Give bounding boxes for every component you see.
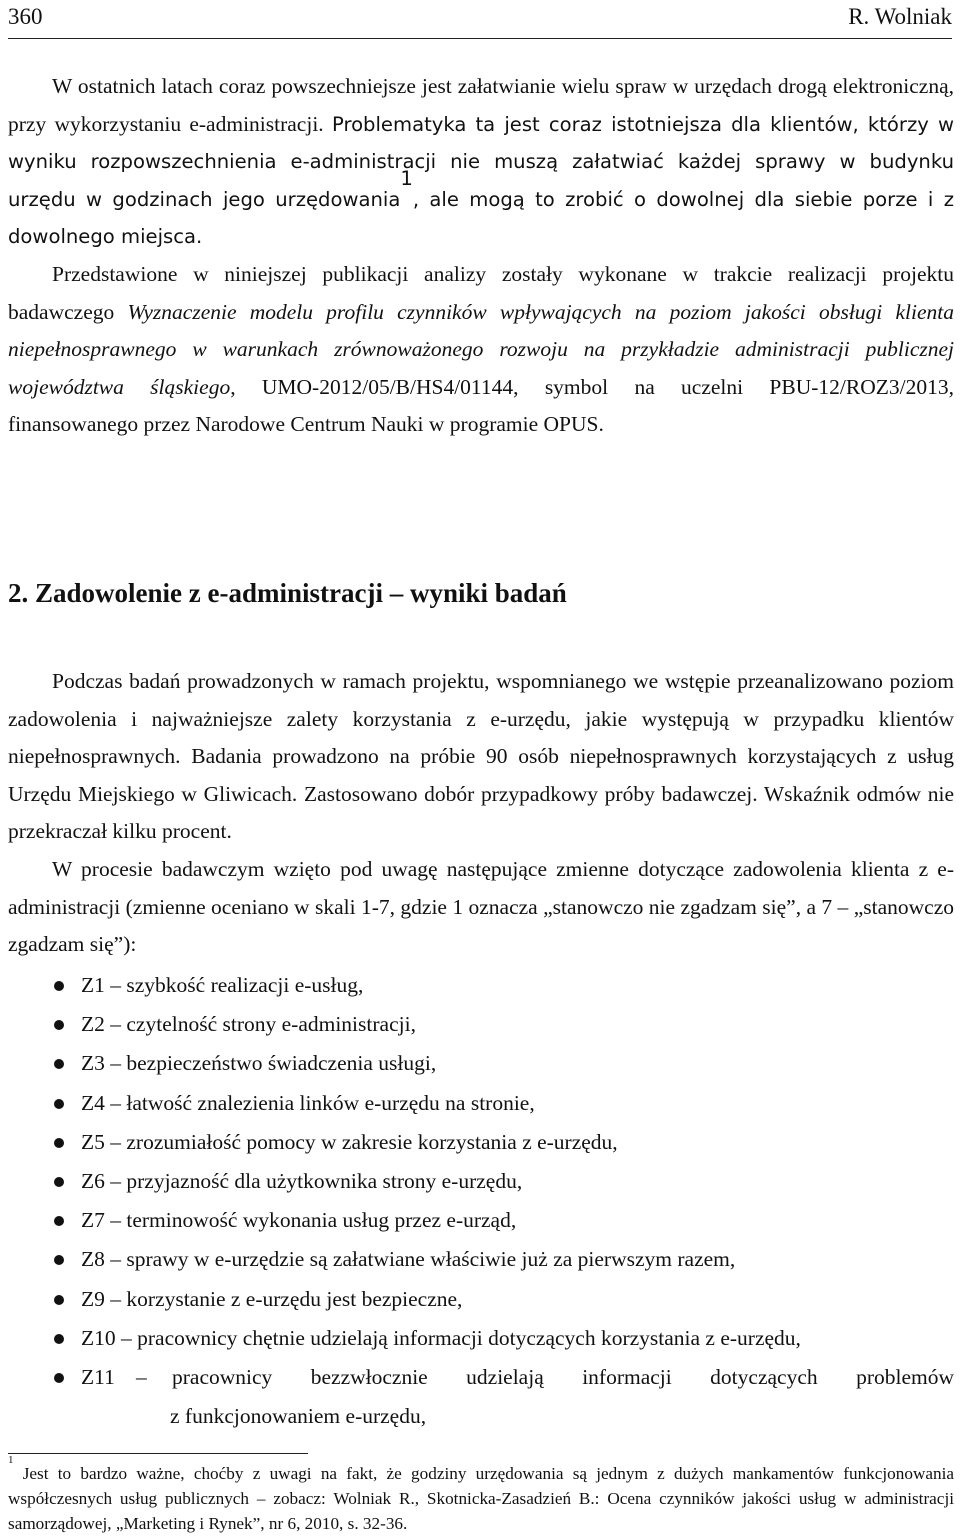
bullet-icon	[54, 1138, 64, 1148]
variable-text: Z8 – sprawy w e-urzędzie są załatwiane właściwie już za pierwszym razem,	[81, 1247, 736, 1272]
bullet-icon	[54, 1334, 64, 1344]
list-item	[0, 1280, 960, 1319]
list-item	[0, 1240, 960, 1279]
variable-text: Z2 – czytelność strony e-administracji,	[81, 1012, 416, 1037]
variables-list	[0, 966, 960, 1438]
variable-text-line1: pracownicy bezzwłocznie udzielają informacji dotyczących problemów	[172, 1364, 954, 1389]
research-paragraph	[8, 663, 954, 851]
funding-paragraph	[8, 256, 954, 444]
list-item	[0, 1084, 960, 1123]
bullet-icon	[54, 1255, 64, 1265]
footnote-mark: 1	[8, 1454, 14, 1466]
variable-text: Z1 – szybkość realizacji e-usług,	[81, 973, 364, 997]
intro-serif-text: W ostatnich latach coraz powszechniejsze jest załatwianie wielu spraw w urzędach drogą elektroniczną, przy wykorzystaniu e-administracji.	[8, 74, 954, 136]
variable-text: Z7 – terminowość wykonania usług przez e-urząd,	[81, 1208, 517, 1233]
intro-paragraph	[8, 68, 954, 256]
variable-text: Z5 – zrozumiałość pomocy w zakresie korzystania z e-urzędu,	[81, 1129, 618, 1154]
list-item	[0, 1162, 960, 1201]
variable-dash: –	[136, 1364, 147, 1389]
bullet-icon	[54, 1059, 64, 1069]
research-text-start: Podczas badań prowadzonych w ramach projektu, wspomnianego we wstępie przeanalizowano poziom zadowolenia i najważniejsze zalety korzystania z e-urzędu, jakie występują w przypadku klientów niepełnosprawnych.	[8, 669, 954, 769]
bullet-icon	[54, 1177, 64, 1187]
running-header	[8, 2, 952, 39]
section-heading: 2. Zadowolenie z e-administracji – wyniki badań	[8, 578, 567, 608]
list-item	[0, 1005, 960, 1044]
bullet-icon	[54, 1099, 64, 1109]
variable-text-line2: z funkcjonowaniem e-urzędu,	[170, 1403, 427, 1428]
list-item	[0, 1044, 960, 1083]
list-item	[0, 966, 960, 1005]
funding-text-start: Przedstawione w niniejszej publikacji analizy zostały wykonane w trakcie realizacji projektu badawczego	[8, 262, 954, 324]
footnote	[8, 1454, 954, 1536]
research-text-end: Badania prowadzono na próbie 90 osób niepełnosprawnych korzystających z usług Urzędu Miejskiego w Gliwicach. Zastosowano dobór przypadkowy próby badawczej. Wskaźnik odmów nie przekraczał kilku procent.	[8, 744, 954, 844]
variable-code: Z11	[81, 1364, 115, 1389]
list-item	[0, 1123, 960, 1162]
intro-sans-text: Problematyka ta jest coraz istotniejsza dla klientów, którzy w wyniku rozpowszechnienia e-administracji nie muszą załatwiać każdej sprawy w budynku urzędu w godzinach jego urzędowania	[8, 112, 954, 211]
funding-text-end: , UMO-2012/05/B/HS4/01144, symbol na uczelni PBU-12/ROZ3/2013, finansowanego przez Narodowe Centrum Nauki w programie OPUS.	[8, 374, 954, 437]
variable-text: Z10 – pracownicy chętnie udzielają informacji dotyczących korzystania z e-urzędu,	[81, 1325, 801, 1350]
list-item	[0, 1319, 960, 1358]
running-author: R. Wolniak	[848, 4, 952, 29]
list-item	[0, 1358, 960, 1438]
page-number: 360	[8, 4, 43, 29]
variable-text: Z4 – łatwość znalezienia linków e-urzędu na stronie,	[81, 1090, 535, 1115]
bullet-icon	[54, 1216, 64, 1226]
bullet-icon	[54, 1295, 64, 1305]
intro-sans-text-end: , ale mogą to zrobić o dowolnej dla siebie porze i z dowolnego miejsca.	[8, 187, 954, 249]
variable-text: Z3 – bezpieczeństwo świadczenia usługi,	[81, 1051, 437, 1076]
variable-text: Z6 – przyjazność dla użytkownika strony e-urzędu,	[81, 1168, 523, 1193]
variable-text: Z9 – korzystanie z e-urzędu jest bezpieczne,	[81, 1286, 463, 1311]
list-item	[0, 1201, 960, 1240]
project-title: Wyznaczenie modelu profilu czynników wpływających na poziom jakości obsługi klienta niepełnosprawnego w warunkach zrównoważonego rozwoju na przykładzie administracji publicznej województwa śląskiego	[8, 299, 954, 399]
bullet-icon	[54, 1020, 64, 1030]
footnote-text: Jest to bardzo ważne, choćby z uwagi na fakt, że godziny urzędowania są jednym z dużych mankamentów funkcjonowania współczesnych usług publicznych – zobacz: Wolniak R., Skotnicka-Zasadzień B.: Ocena czynników jakości usług w administracji samorządowej, „Marketing i Rynek”, nr 6, 2010, s. 32-36.	[8, 1464, 954, 1533]
bullet-icon	[54, 981, 64, 991]
bullet-icon	[54, 1373, 64, 1383]
footnote-separator	[8, 1453, 308, 1454]
variables-intro-paragraph: W procesie badawczym wzięto pod uwagę następujące zmienne dotyczące zadowolenia klienta z e-administracji (zmienne oceniano w skali 1-7, gdzie 1 oznacza „stanowczo nie zgadzam się”, a 7 – „stanowczo zgadzam się”):	[8, 857, 954, 957]
footnote-reference: 1	[400, 166, 413, 190]
